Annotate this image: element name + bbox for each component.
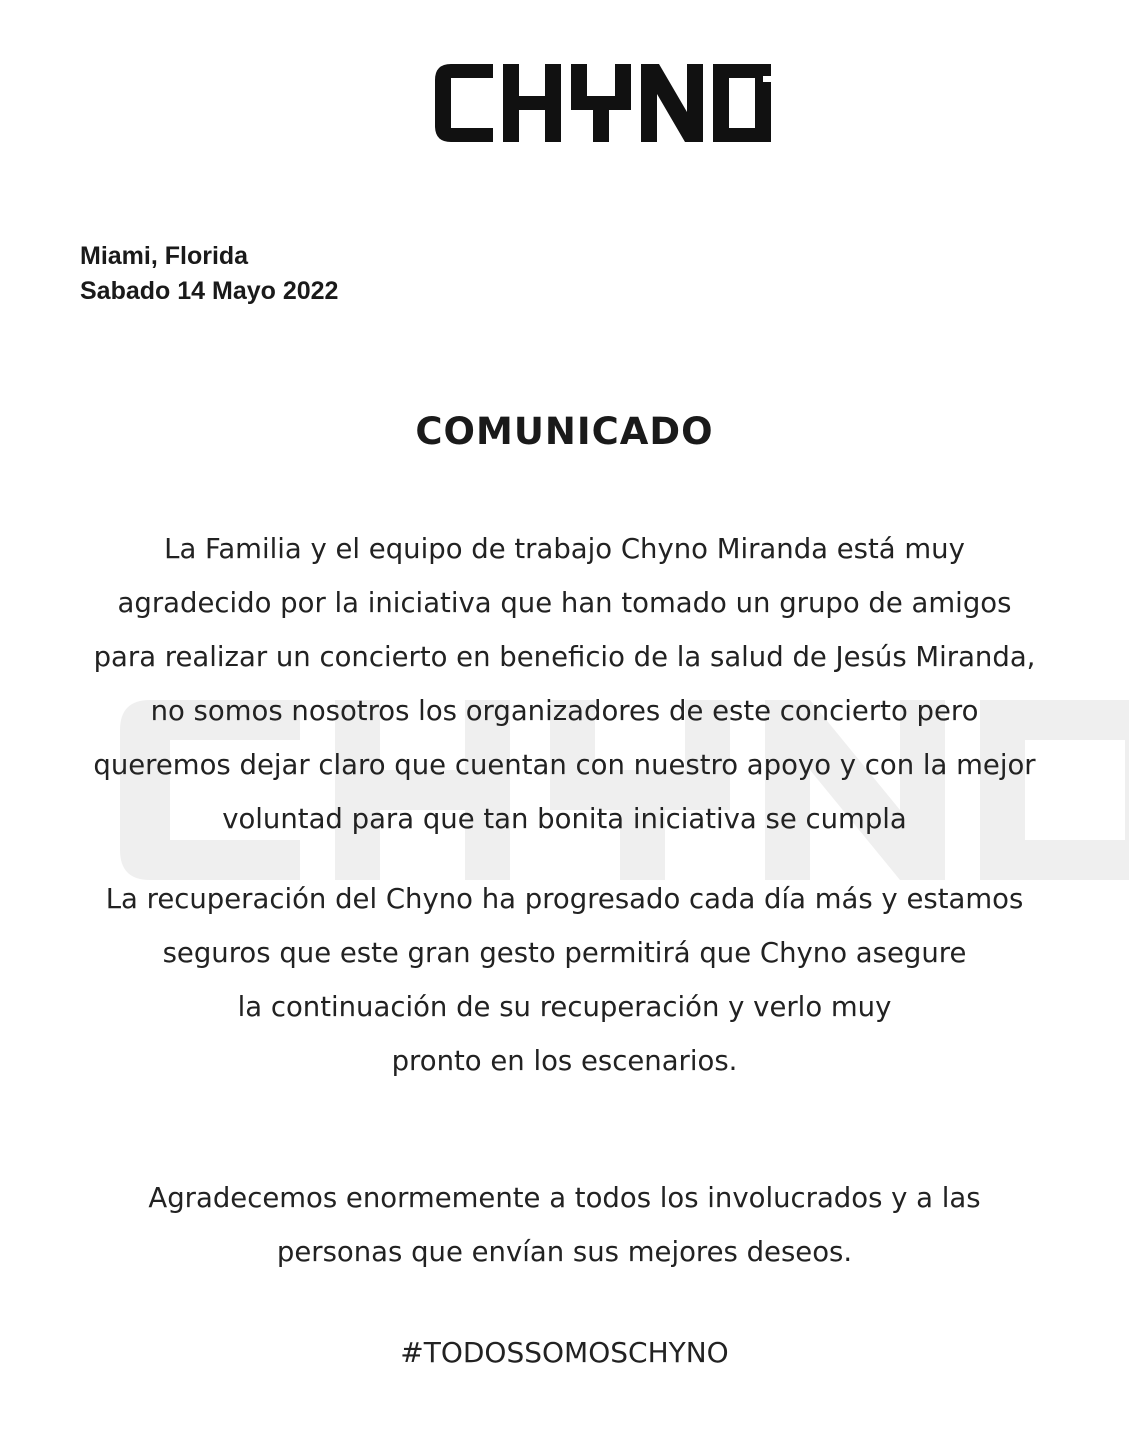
paragraph-1 bbox=[0, 522, 1129, 846]
paragraph-line: pronto en los escenarios. bbox=[391, 1045, 738, 1077]
page-title: COMUNICADO bbox=[415, 410, 714, 453]
paragraph-line: la continuación de su recuperación y verlo muy bbox=[237, 991, 892, 1023]
hashtag: #TODOSSOMOSCHYNO bbox=[400, 1336, 729, 1369]
paragraph-line: La Familia y el equipo de trabajo Chyno Miranda está muy bbox=[164, 533, 965, 565]
paragraph-line: personas que envían sus mejores deseos. bbox=[276, 1236, 853, 1268]
paragraph-line: seguros que este gran gesto permitirá que Chyno asegure bbox=[162, 937, 967, 969]
paragraph-line: no somos nosotros los organizadores de este concierto pero bbox=[150, 695, 979, 727]
paragraph-line: La recuperación del Chyno ha progresado cada día más y estamos bbox=[105, 883, 1024, 915]
paragraph-line: queremos dejar claro que cuentan con nuestro apoyo y con la mejor bbox=[93, 749, 1036, 781]
paragraph-line: Agradecemos enormemente a todos los involucrados y a las bbox=[148, 1182, 981, 1214]
paragraph-line: voluntad para que tan bonita iniciativa se cumpla bbox=[222, 803, 907, 835]
paragraph-2 bbox=[0, 872, 1129, 1088]
paragraph-line: agradecido por la iniciativa que han tomado un grupo de amigos bbox=[117, 587, 1012, 619]
dateline-date: Sabado 14 Mayo 2022 bbox=[80, 277, 339, 305]
paragraph-line: para realizar un concierto en beneficio de la salud de Jesús Miranda, bbox=[93, 641, 1036, 673]
chyno-logo bbox=[433, 62, 773, 144]
paragraph-3 bbox=[0, 1171, 1129, 1279]
dateline bbox=[80, 239, 338, 309]
dateline-place: Miami, Florida bbox=[80, 242, 249, 270]
